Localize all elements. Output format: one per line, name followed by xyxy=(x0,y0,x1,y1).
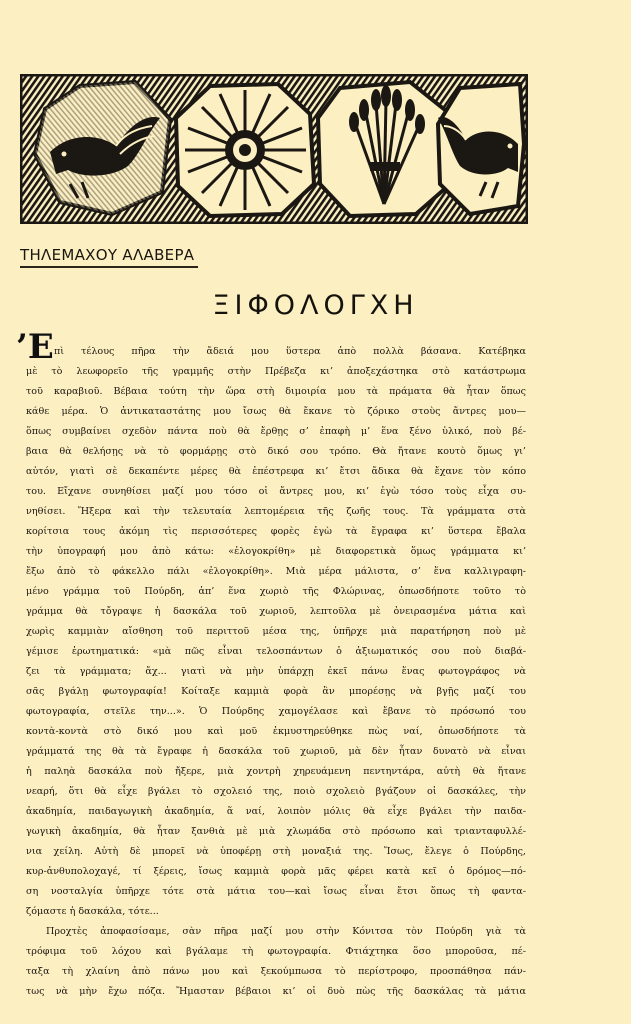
wheat-sheaf-icon xyxy=(318,82,450,216)
text-line: τρόφιμα τοῦ λόχου καὶ βγάλαμε τὴ φωτογραφία. Φτιάχτηκα ὅσο μποροῦσα, πέ- xyxy=(26,946,526,957)
bird-left-icon xyxy=(35,82,170,214)
text-line: νηθίσει. Ἤξερα καὶ τὴν τελευταία λεπτομέρεια τῆς ζωῆς τους. Τὰ γράμματα στὰ xyxy=(26,506,526,517)
text-line: κυρ-ἀνθυπολοχαγέ, τί ξέρεις, ἴσως καμμιὰ φορὰ μᾶς φέρει κατὰ κεῖ ὁ δρόμος—πό- xyxy=(26,866,526,877)
text-line: βαια θὰ θελήσῃς νὰ τὸ φορμάρῃς στὸ δικό σου τρόπο. Θὰ ἤτανε κουτὸ ὅμως γι’ xyxy=(26,446,526,457)
author-underline xyxy=(20,266,198,268)
text-line: νια χείλη. Αὐτὴ δὲ μπορεῖ νὰ ὑποφέρῃ στὴ μοναξιά της. Ἴσως, ἔλεγε ὁ Πούρδης, xyxy=(26,846,526,857)
text-line: ση νοσταλγία ὑπῆρχε τότε στὰ μάτια του—καὶ ἴσως εἶναι ἔτσι ὅπως τὴ φαντα- xyxy=(26,886,526,897)
text-line: γράμματά της θὰ τὰ ἔγραφε ἡ δασκάλα τοῦ χωριοῦ, μὰ δὲν ἦταν δυνατὸ νὰ εἶναι xyxy=(26,746,526,757)
text-line: κοντὰ-κοντὰ στὸ δικό μου καὶ μοῦ ἐκμυστηρεύθηκε πὼς ναί, ὁπωσδήποτε τὰ xyxy=(26,726,526,737)
text-line: μὲ τὸ λεωφορεῖο τῆς γραμμῆς στὴν Πρέβεζα κι’ ἀποξεχάστηκα στὸ κατάστρωμα xyxy=(26,366,526,377)
text-line: ζόμαστε ἡ δασκάλα, τότε... xyxy=(26,906,159,917)
woodcut-banner xyxy=(20,74,528,224)
text-line: αὐτόν, γιατὶ σὲ δεκαπέντε μέρες θὰ ἐπέστρεφα κι’ ἔτσι ἄδικα θὰ ἔχανε τὸν κόπο xyxy=(26,466,526,477)
drop-cap: ’Ε xyxy=(16,327,54,367)
text-line: ἡ παληὰ δασκάλα ποὺ ἤξερε, μιὰ χοντρὴ χηρευάμενη πεντηντάρα, αὐτὴ θὰ ἤτανε xyxy=(26,766,526,777)
text-line: γωγικὴ ἀκαδημία, θὰ ἦταν ξανθιὰ μὲ μιὰ χλωμάδα στὸ πρόσωπο καὶ τριανταφυλλέ- xyxy=(26,826,526,837)
text-line: ὅπως συμβαίνει σχεδὸν πάντα ποὺ θὰ ἔρθῃς σ’ ἐπαφὴ μ’ ἕνα ξένο ὑλικό, ποὺ βέ- xyxy=(26,426,526,437)
text-line: τοῦ καραβιοῦ. Βέβαια τούτη τὴν ὥρα στὴ διμοιρία μου τὰ πράματα θὰ ἦταν ὅπως xyxy=(26,386,526,397)
text-line: τὴν ὑπογραφή μου ἀπὸ κάτω: «ἐλογοκρίθη» μὲ διαφορετικὰ ὅμως γράμματα κι’ xyxy=(26,546,526,557)
text-line: ἔξω ἀπὸ τὸ φάκελλο πάλι «ἐλογοκρίθη». Μιὰ μέρα μάλιστα, σ’ ἕνα καλλιγραφη- xyxy=(26,566,526,577)
text-line: σᾶς βγάλῃ φωτογραφία! Κοίταξε καμμιὰ φορὰ ἂν μπορέσῃς νὰ βγῇς μαζί του xyxy=(26,686,526,697)
sun-flower-icon xyxy=(176,84,314,216)
text-line: κάθε μέρα. Ὁ ἀντικαταστάτης μου ἴσως θὰ ἔκανε τὸ ζόρικο στοὺς ἄντρες μου— xyxy=(26,406,526,417)
text-line: γέμισε ἐρωτηματικά: «μὰ πῶς εἶναι τελοσπάντων ὁ ἀξιωματικός σου ποὺ διαβά- xyxy=(26,646,526,657)
text-line: χωρὶς καμμιὰν αἴσθηση τοῦ περιττοῦ μέσα της, ὑπῆρχε μιὰ παρατήρηση ποὺ μὲ xyxy=(26,626,526,637)
text-line: κορίτσια τους ἀκόμη τὶς περισσότερες φορὲς ἐγὼ τὰ ἔγραφα κι’ ὕστερα ἔβαλα xyxy=(26,526,526,537)
text-line: πὶ τέλους πῆρα τὴν ἄδειά μου ὕστερα ἀπὸ πολλὰ βάσανα. Κατέβηκα xyxy=(54,346,526,357)
text-line: γράμμα θὰ τὄγραψε ἡ δασκάλα τοῦ χωριοῦ, λεπτοῦλα μὲ ὀνειρασμένα μάτια καὶ xyxy=(26,606,526,617)
text-line: ταξα τὴ χλαίνη ἀπὸ πάνω μου καὶ ξεκούμπωσα τὸ περίστροφο, προσπάθησα πάν- xyxy=(26,966,526,977)
author-byline: ΤΗΛΕΜΑΧΟΥ ΑΛΑΒΕΡΑ xyxy=(20,246,195,264)
text-line: τως νὰ μὴν ἔχω πόζα. Ἤμασταν βέβαιοι κι’ οἱ δυὸ πὼς τῆς δασκάλας τὰ μάτια xyxy=(26,986,526,997)
text-line: ἀκαδημία, παιδαγωγικὴ ἀκαδημία, ἅ ναί, λοιπὸν μόλις θὰ εἶχε βγάλει τὴν παιδα- xyxy=(26,806,526,817)
text-line: του. Εἴχανε συνηθίσει μαζί μου τόσο οἱ ἄντρες μου, κι’ ἐγὼ τόσο τοὺς εἶχα συ- xyxy=(26,486,526,497)
text-line: μένο γράμμα τοῦ Πούρδη, ἀπ’ ἕνα χωριὸ τῆς Φλώρινας, ὁπωσδήποτε τοῦτο τὸ xyxy=(26,586,526,597)
text-line: νεαρή, ὅτι θὰ εἶχε βγάλει τὸ σχολειό της, ποιὸ σχολειὸ βγάζουν οἱ δασκάλες, τὴν xyxy=(26,786,526,797)
bird-right-icon xyxy=(438,84,524,214)
article-title: ΞΙΦΟΛΟΓΧΗ xyxy=(212,290,419,321)
text-line: ζει τὰ γράμματα; ἄχ... γιατὶ νὰ μὴν ὑπάρχῃ ἐκεῖ πάνω ἕνας φωτογράφος νὰ xyxy=(26,666,526,677)
text-line: Προχτὲς ἀποφασίσαμε, σὰν πῆρα μαζί μου στὴν Κόνιτσα τὸν Πούρδη γιὰ τὰ xyxy=(46,926,526,937)
text-line: φωτογραφία, στεῖλε την...». Ὁ Πούρδης χαμογέλασε καὶ ἔβανε τὸ πρόσωπό του xyxy=(26,706,526,717)
